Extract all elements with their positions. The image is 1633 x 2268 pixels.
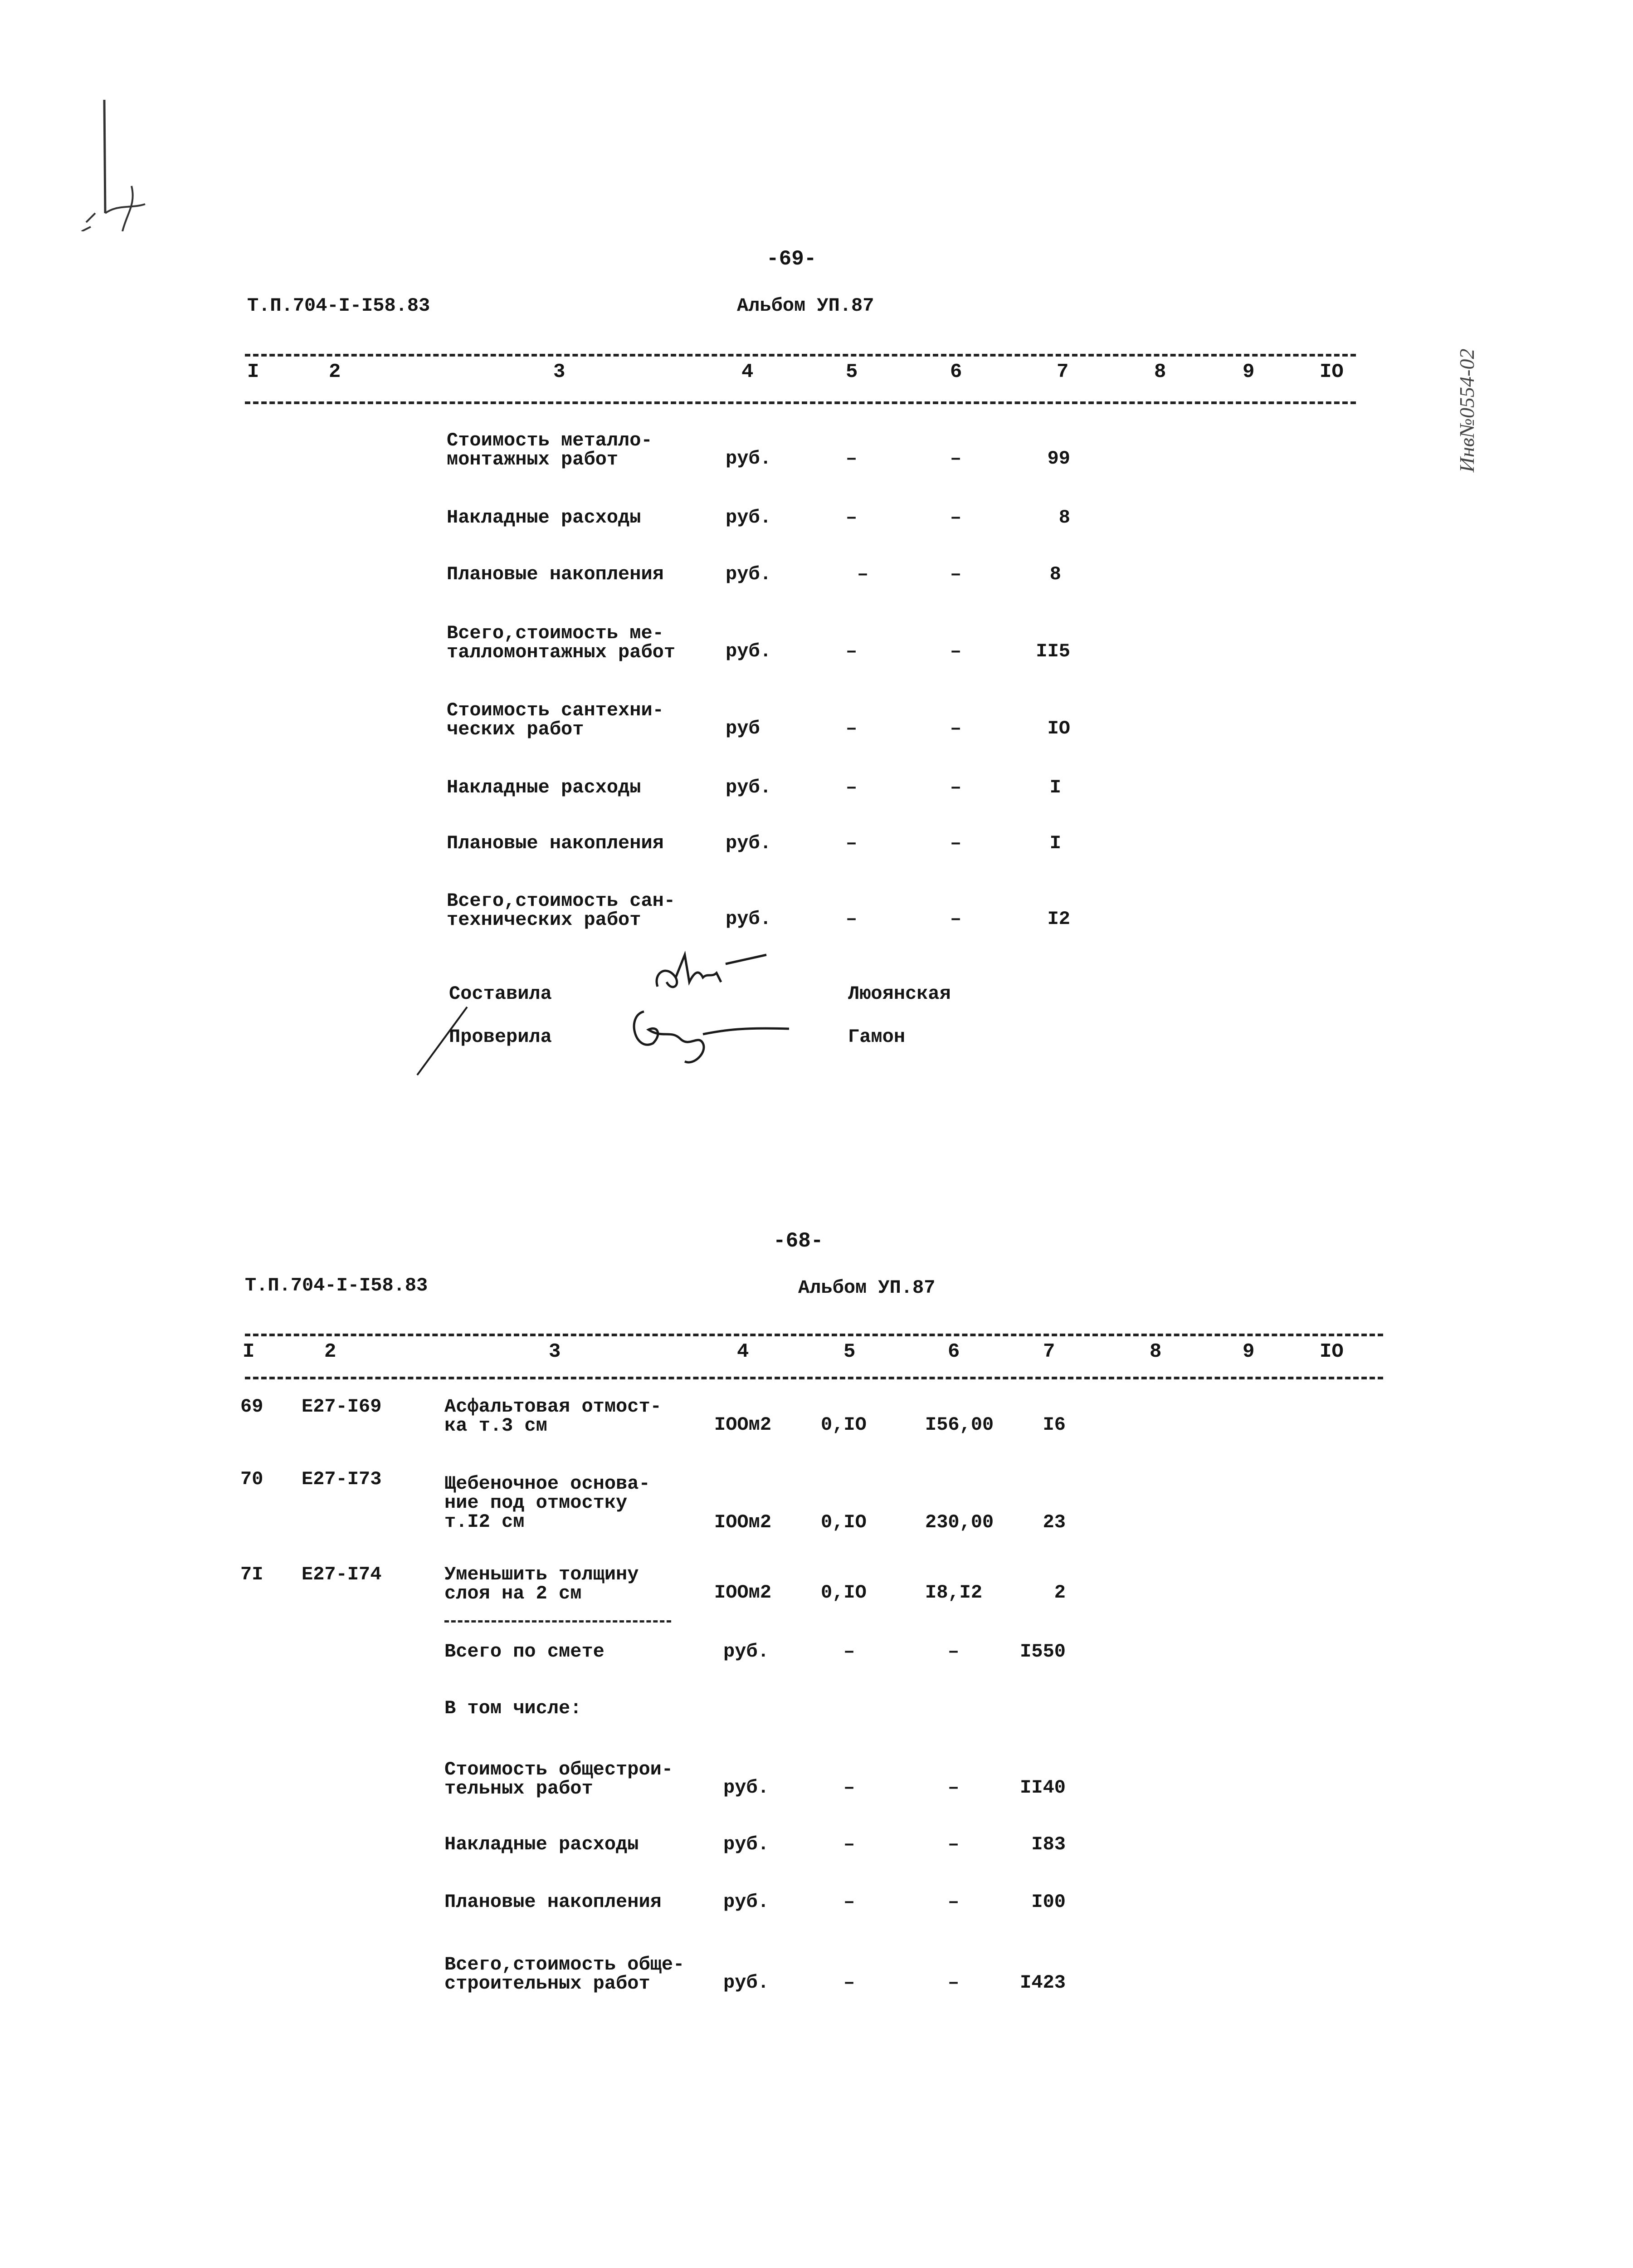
table-row (0, 1468, 1633, 1533)
total-cell: 2 (1054, 1582, 1066, 1603)
total-cell: IO (1047, 718, 1070, 739)
total-cell: 8 (1058, 507, 1070, 528)
column-number: 8 (1154, 361, 1166, 383)
column-6-cell: – (950, 777, 962, 798)
unit-cell: руб. (726, 507, 771, 528)
column-number: IO (1320, 1340, 1344, 1363)
album-label: Альбом УП.87 (737, 295, 874, 317)
description-cell: Всего,стоимость ме- талломонтажных работ (447, 622, 676, 663)
table-row (0, 777, 1633, 798)
column-5-cell: – (846, 832, 858, 854)
checked-by-name: Гамон (848, 1026, 906, 1048)
column-6-cell: – (950, 832, 962, 854)
column-6-cell: – (948, 1777, 960, 1799)
total-cell: 99 (1047, 448, 1070, 469)
table-row (0, 563, 1633, 585)
table-top-rule (245, 1334, 1383, 1336)
unit-cell: руб. (726, 563, 771, 585)
column-5-cell: – (846, 777, 858, 798)
column-5-cell: – (846, 718, 858, 739)
table-row (0, 430, 1633, 470)
column-6-cell: – (948, 1833, 960, 1855)
column-number: IO (1320, 361, 1344, 383)
column-5-cell: – (843, 1891, 855, 1913)
table-row (0, 1564, 1633, 1604)
quantity-cell: 0,IO (821, 1582, 867, 1603)
table-row (0, 1641, 1633, 1662)
column-5-cell: – (843, 1972, 855, 1994)
total-cell: I6 (1043, 1414, 1066, 1436)
unit-price-cell: I8,I2 (925, 1582, 983, 1603)
column-number: 3 (549, 1340, 561, 1363)
description-cell: Всего,стоимость обще- строительных работ (444, 1954, 685, 1994)
total-cell: 23 (1043, 1511, 1066, 1533)
total-cell: I2 (1047, 908, 1070, 930)
total-cell: I (1049, 777, 1061, 798)
quantity-cell: 0,IO (821, 1511, 867, 1533)
description-cell: Стоимость металло- монтажных работ (447, 430, 653, 470)
total-cell: I (1049, 832, 1061, 854)
column-5-cell: – (843, 1641, 855, 1662)
description-cell: Плановые накопления (447, 832, 664, 854)
total-cell: II40 (1020, 1777, 1066, 1799)
column-6-cell: – (948, 1891, 960, 1913)
column-6-cell: – (950, 908, 962, 930)
unit-cell: руб. (723, 1833, 769, 1855)
total-cell: I423 (1020, 1972, 1066, 1994)
column-number: 7 (1043, 1340, 1055, 1363)
subtotal-rule (444, 1620, 671, 1623)
description-cell: Накладные расходы (444, 1833, 639, 1855)
item-number-cell: 7I (240, 1564, 263, 1585)
description-cell: Всего по смете (444, 1641, 604, 1662)
column-5-cell: – (846, 507, 858, 528)
table-row (0, 507, 1633, 528)
rate-code-cell: Е27-I69 (302, 1396, 382, 1418)
column-number: 9 (1243, 361, 1255, 383)
svg-text:Инв№0554-02: Инв№0554-02 (1455, 348, 1478, 473)
unit-cell: IOOм2 (714, 1582, 772, 1603)
column-number: I (243, 1340, 255, 1363)
total-cell: I83 (1031, 1833, 1066, 1855)
unit-cell: IOOм2 (714, 1414, 772, 1436)
column-number: 4 (741, 361, 754, 383)
column-number: 4 (737, 1340, 749, 1363)
description-cell: Накладные расходы (447, 507, 641, 528)
table-row (0, 1954, 1633, 1994)
column-6-cell: – (950, 718, 962, 739)
unit-cell: руб. (726, 832, 771, 854)
description-cell: Накладные расходы (447, 777, 641, 798)
total-cell: I550 (1020, 1641, 1066, 1662)
document-code: Т.П.704-I-I58.83 (247, 295, 430, 317)
column-5-cell: – (843, 1777, 855, 1799)
table-row (0, 1891, 1633, 1913)
column-number: 5 (846, 361, 858, 383)
column-5-cell: – (846, 640, 858, 662)
table-row (0, 1759, 1633, 1799)
page-number: -69- (766, 247, 817, 271)
table-row (0, 699, 1633, 740)
document-code: Т.П.704-I-I58.83 (245, 1275, 428, 1296)
column-number: 2 (329, 361, 341, 383)
total-cell: II5 (1036, 640, 1070, 662)
column-number: 5 (843, 1340, 856, 1363)
column-number: 6 (948, 1340, 960, 1363)
unit-price-cell: I56,00 (925, 1414, 994, 1436)
table-row (0, 1833, 1633, 1855)
description-cell: Плановые накопления (447, 563, 664, 585)
description-cell: Уменьшить толщину слоя на 2 см (444, 1564, 639, 1604)
table-row (0, 1396, 1633, 1437)
column-6-cell: – (950, 640, 962, 662)
column-6-cell: – (948, 1641, 960, 1662)
total-cell: I00 (1031, 1891, 1066, 1913)
rate-code-cell: Е27-I73 (302, 1468, 382, 1490)
unit-cell: руб. (723, 1891, 769, 1913)
description-cell: Стоимость общестрои- тельных работ (444, 1759, 673, 1799)
checked-by-label: Проверила (449, 1026, 552, 1048)
unit-cell: руб. (723, 1777, 769, 1799)
description-cell: Щебеночное основа- ние под отмостку т.I2 см (444, 1473, 650, 1533)
column-6-cell: – (950, 507, 962, 528)
table-row (0, 622, 1633, 663)
table-row (0, 890, 1633, 931)
album-label: Альбом УП.87 (798, 1277, 936, 1299)
rate-code-cell: Е27-I74 (302, 1564, 382, 1585)
column-number: 2 (324, 1340, 336, 1363)
table-header-rule (245, 401, 1356, 404)
compiled-by-label: Составила (449, 983, 552, 1005)
unit-cell: IOOм2 (714, 1511, 772, 1533)
quantity-cell: 0,IO (821, 1414, 867, 1436)
unit-price-cell: 230,00 (925, 1511, 994, 1533)
unit-cell: руб. (726, 777, 771, 798)
description-cell: В том числе: (444, 1697, 582, 1719)
item-number-cell: 70 (240, 1468, 263, 1490)
description-cell: Асфальтовая отмост- ка т.3 см (444, 1396, 662, 1437)
column-5-cell: – (846, 908, 858, 930)
column-5-cell: – (843, 1833, 855, 1855)
description-cell: Плановые накопления (444, 1891, 662, 1913)
column-number: 7 (1057, 361, 1069, 383)
unit-cell: руб. (726, 448, 771, 469)
page-number: -68- (773, 1229, 824, 1253)
column-number: 8 (1150, 1340, 1162, 1363)
description-cell: Всего,стоимость сан- технических работ (447, 890, 676, 931)
column-5-cell: – (857, 563, 869, 585)
column-6-cell: – (950, 563, 962, 585)
table-row (0, 1697, 1633, 1719)
unit-cell: руб. (723, 1972, 769, 1994)
column-5-cell: – (846, 448, 858, 469)
compiled-by-name: Люоянская (848, 983, 951, 1005)
unit-cell: руб (726, 718, 760, 739)
table-header-rule (245, 1377, 1383, 1379)
column-number: 9 (1243, 1340, 1255, 1363)
description-cell: Стоимость сантехни- ческих работ (447, 699, 664, 740)
column-number: 6 (950, 361, 962, 383)
unit-cell: руб. (726, 908, 771, 930)
column-number: 3 (553, 361, 565, 383)
unit-cell: руб. (726, 640, 771, 662)
table-top-rule (245, 354, 1356, 357)
column-6-cell: – (948, 1972, 960, 1994)
total-cell: 8 (1049, 563, 1061, 585)
column-6-cell: – (950, 448, 962, 469)
handwritten-signature-checked (408, 998, 798, 1080)
column-number: I (247, 361, 259, 383)
unit-cell: руб. (723, 1641, 769, 1662)
estimate-sheet-68 (0, 1170, 1633, 2214)
item-number-cell: 69 (240, 1396, 263, 1418)
table-row (0, 832, 1633, 854)
handwritten-signature-compiled (648, 946, 775, 1005)
